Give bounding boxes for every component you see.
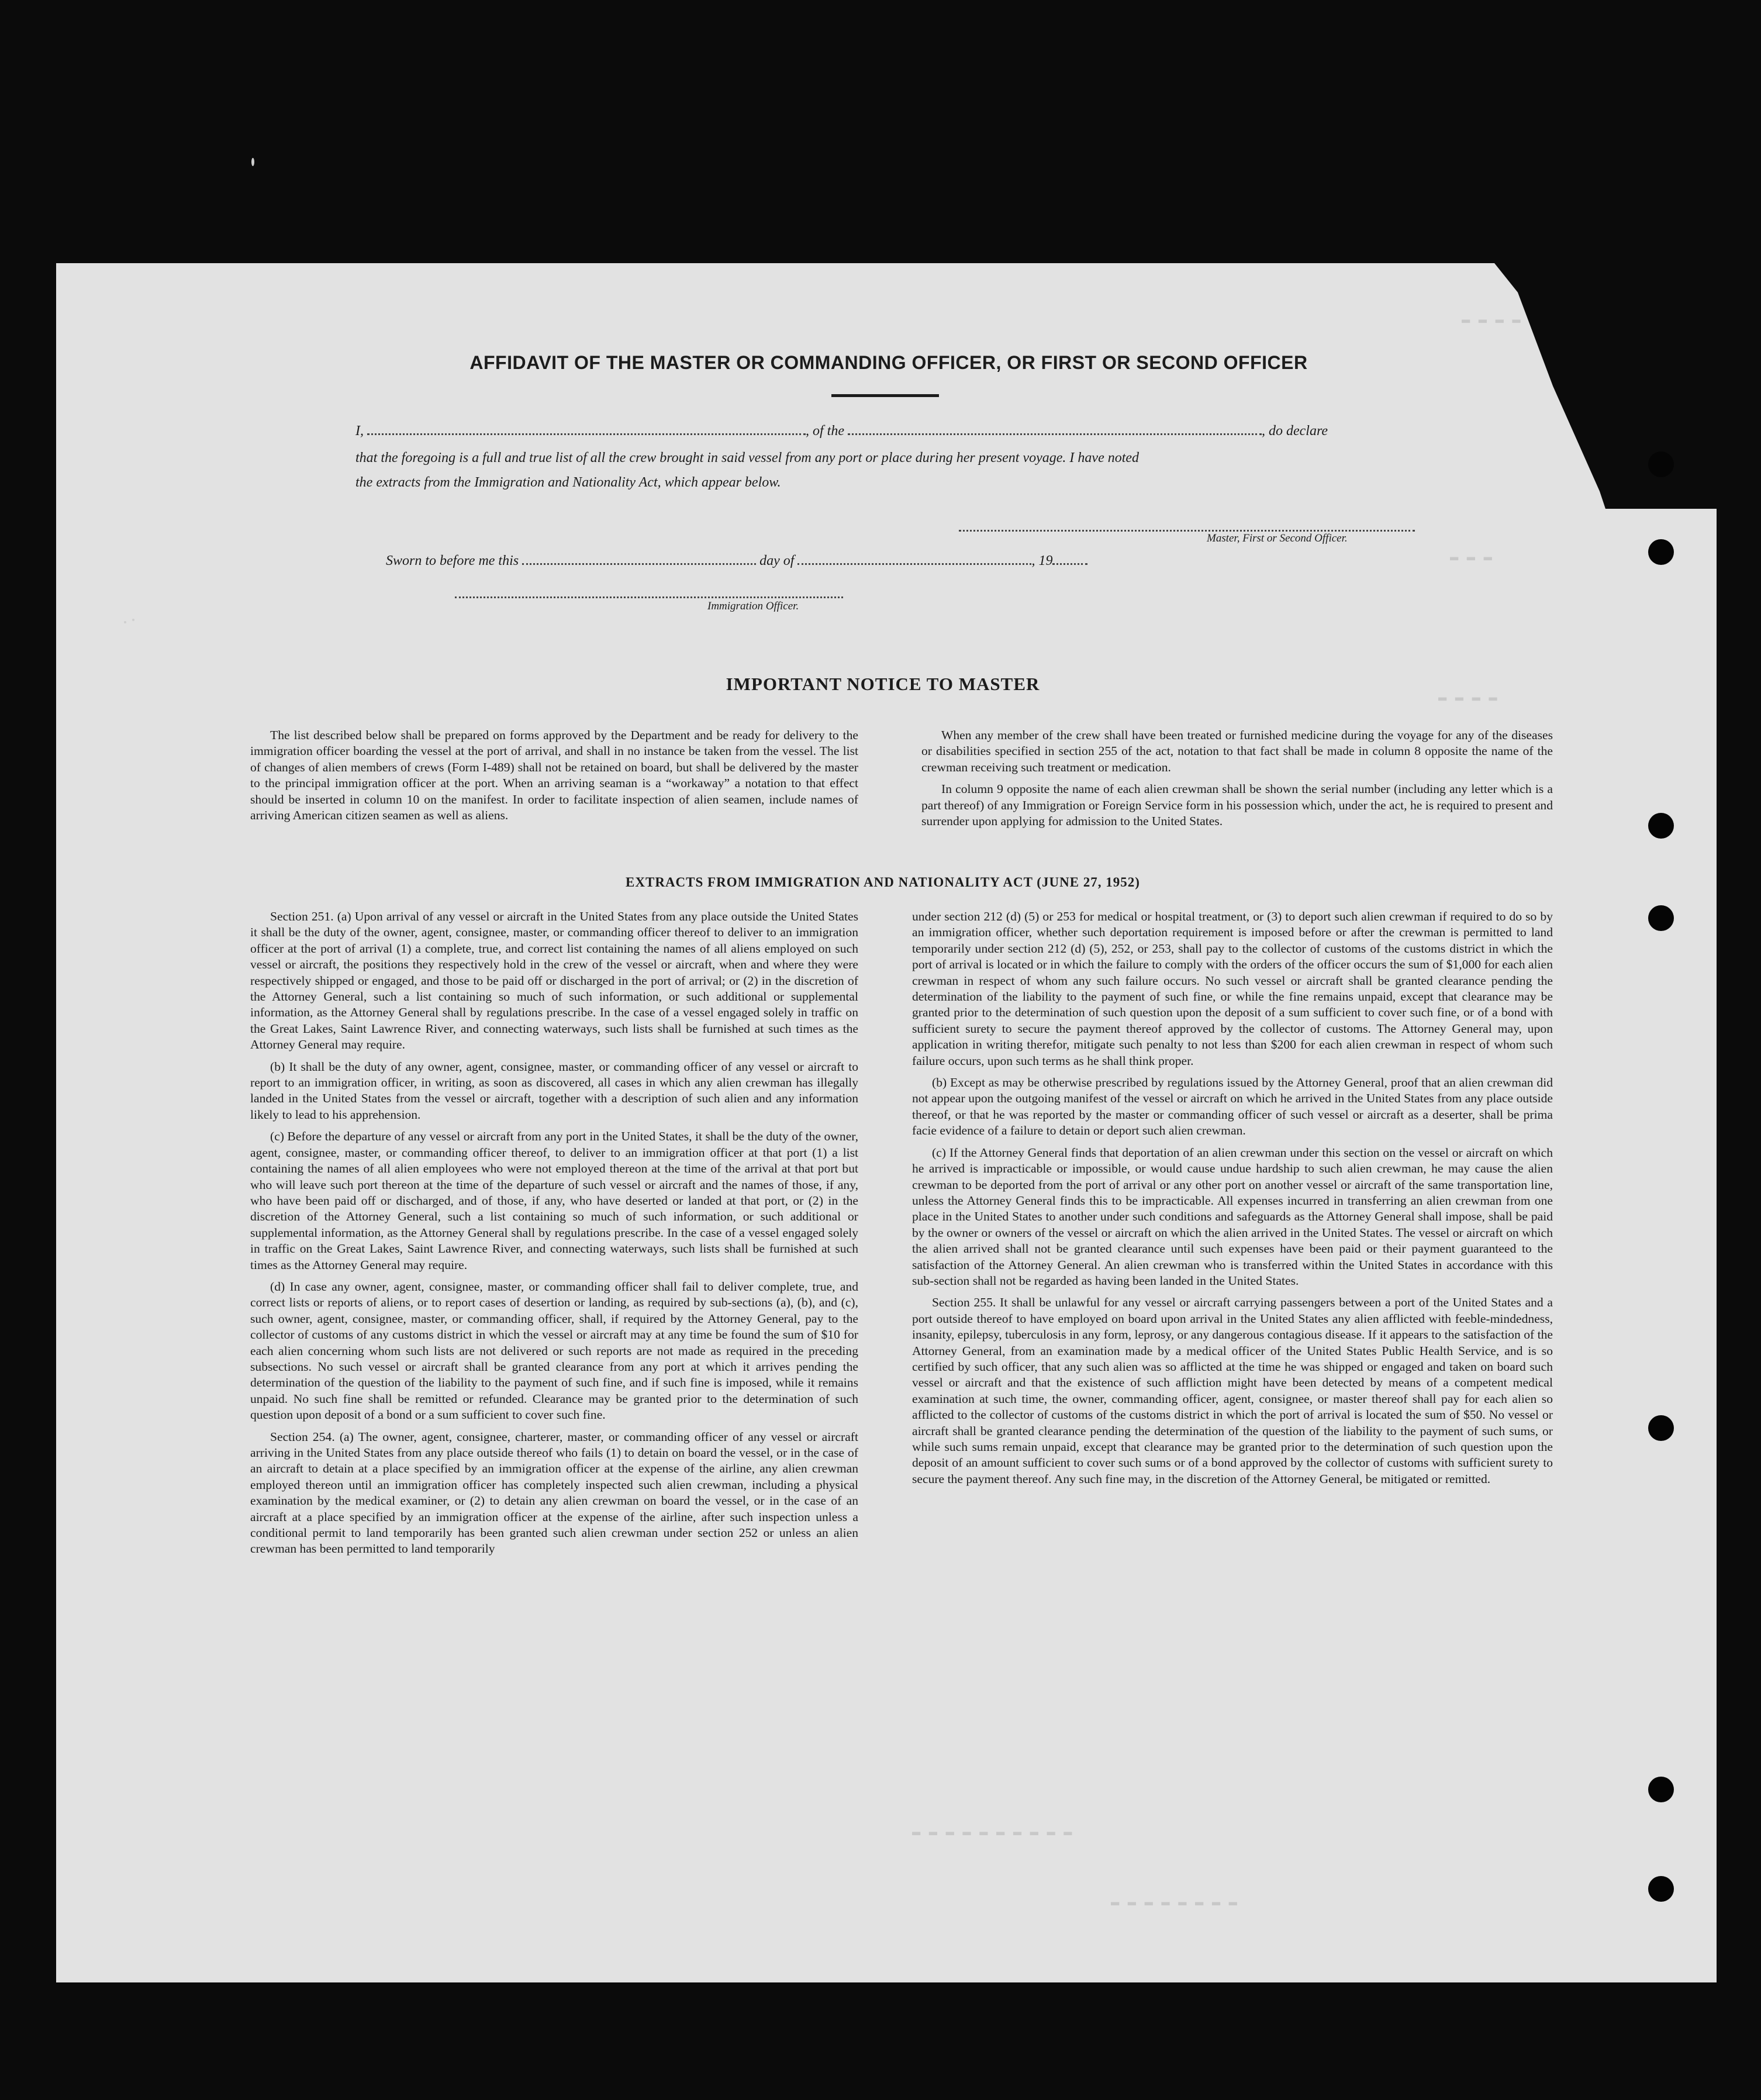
declaration-line-2: that the foregoing is a full and true list of all the crew brought in said vessel from any port or place during her present voyage. I have noted — [355, 450, 1140, 465]
punch-hole — [1648, 813, 1674, 839]
immigration-officer-signature-line[interactable] — [455, 595, 843, 598]
bleed-through-marks: ▬ ▬ ▬ ▬ ▬ ▬ ▬ ▬ — [1111, 1895, 1238, 1911]
section-paragraph: (c) Before the departure of any vessel or aircraft from any port in the United States, it shall be the duty of the owner, agent, consignee, master, or commanding officer thereof, to deliver to an immigration officer at that port (1) a list containing the names of all alien employees who were not employed thereon at the time of the arrival at that port but who will leave such port thereon at the time of the departure of such vessel or aircraft and the names of those, if any, who have been paid off or discharged, and of those, if any, who have deserted or landed at that port, or (2) in the discretion of the Attorney General, such a list containing so much of such information, or such additional or supplemental information, as the Attorney General shall by regulations prescribe. In the case of a vessel engaged solely in traffic on the Great Lakes, Saint Lawrence River, and connecting waterways, such lists shall be furnished at such times as the Attorney General may require. — [250, 1129, 858, 1272]
punch-hole — [1648, 1415, 1674, 1441]
section-paragraph: Section 254. (a) The owner, agent, consignee, charterer, master, or commanding officer of any vessel or aircraft arriving in the United States from any place outside thereof who fails (1) to detain on board the vessel, or in the case of an aircraft to detain at a place specified by an immigration officer at the expense of the airline, any alien crewman employed thereon until an immigration officer has completely inspected such alien crewman, including a physical examination by the medical examiner, or (2) to detain any alien crewman on board the vessel, or in the case of an aircraft at a place specified by an immigration officer at the expense of the airline, after such inspection unless a conditional permit to land temporarily has been granted such alien crewman under section 252 or unless an alien crewman has been permitted to land temporarily — [250, 1429, 858, 1556]
dust-speck — [132, 619, 134, 621]
bleed-through-marks: ▬ ▬ ▬ ▬ — [1438, 690, 1497, 706]
punch-hole — [1648, 451, 1674, 477]
section-paragraph: under section 212 (d) (5) or 253 for medical or hospital treatment, or (3) to deport such alien crewman if required to do so by an immigration officer, whether such deportation requirement is imposed before or after the crewman is permitted to land temporarily under section 212 (d) (5), 252, or 253, shall pay to the collector of customs of the customs district in which the port of arrival is located or in which the failure to comply with the orders of the officer occurs the sum of $1,000 for each alien crewman in respect of whom any such failure occurs. No such vessel or aircraft shall be granted clearance pending the determination of the liability to the payment of such fine, or while the fine remains unpaid, except that clearance may be granted prior to the determination of such question upon the deposit of a sum sufficient to cover such fine, or of a bond with sufficient surety to secure the payment thereof approved by the collector of customs. The Attorney General may, upon application in writing therefor, mitigate such penalty to not less than $200 for each alien crewman in respect of whom such failure occurs, upon such terms as he shall think proper. — [912, 909, 1553, 1068]
extracts-title: EXTRACTS FROM IMMIGRATION AND NATIONALITY ACT (JUNE 27, 1952) — [626, 875, 1140, 889]
sworn-year-blank[interactable] — [1052, 555, 1087, 565]
sworn-year-prefix: , 19 — [1031, 553, 1053, 568]
section-paragraph: (b) Except as may be otherwise prescribed by regulations issued by the Attorney General, proof that an alien crewman did not appear upon the outgoing manifest of the vessel or aircraft on which he arrived in the United States from any place outside thereof, or that he was reported by the master or commanding officer of such vessel or aircraft as a deserter, shall be prima facie evidence of a failure to detain or deport such alien crewman. — [912, 1075, 1553, 1138]
affidavit-title: AFFIDAVIT OF THE MASTER OR COMMANDING OFFICER, OR FIRST OR SECOND OFFICER — [469, 352, 1308, 373]
declaration-i: I, — [355, 423, 364, 439]
section-paragraph: (d) In case any owner, agent, consignee, master, or commanding officer shall fail to deliver complete, true, and correct lists or reports of aliens, or to report cases of desertion or landing, as required by sub-sections (a), (b), and (c), such owner, agent, consignee, master, or commanding officer, shall, if required by the Attorney General, pay to the collector of customs of any customs district in which the vessel or aircraft may at any time be found the sum of $10 for each alien concerning whom such lists are not delivered or such reports are not made as required in the preceding subsections. No such vessel or aircraft shall be granted clearance from any port at which it arrives pending the determination of the question of the liability to the payment of such fine, and if such fine is imposed, while it remains unpaid. No such fine shall be remitted or refunded. Clearance may be granted prior to the determination of such question upon deposit of a bond or a sum sufficient to cover such fine. — [250, 1279, 858, 1422]
sworn-text: Sworn to before me this — [386, 553, 519, 568]
dust-speck — [124, 621, 126, 623]
declaration-line-1 — [355, 419, 1420, 443]
immigration-officer-caption: Immigration Officer. — [707, 600, 799, 612]
vessel-blank[interactable] — [848, 425, 1262, 435]
extracts-left-column — [250, 909, 858, 1563]
notice-title: IMPORTANT NOTICE TO MASTER — [726, 674, 1040, 694]
sworn-date-blank[interactable] — [522, 555, 756, 565]
declaration-do-declare: , do declare — [1262, 423, 1328, 439]
bleed-through-marks: ▬ ▬ ▬ — [1450, 550, 1493, 565]
master-signature-line[interactable] — [959, 529, 1415, 532]
sworn-day-of: day of — [759, 553, 795, 568]
section-paragraph: (b) It shall be the duty of any owner, agent, consignee, master, or commanding officer of any vessel or aircraft to report to an immigration officer, in writing, as soon as discovered, all cases in which any alien crewman has illegally landed in the United States from the vessel or aircraft, together with a description of such alien and any information likely to lead to his apprehension. — [250, 1059, 858, 1122]
notice-paragraph: In column 9 opposite the name of each alien crewman shall be shown the serial number (including any letter which is a part thereof) of any Immigration or Foreign Service form in his possession which, under the act, he is required to present and surrender upon applying for admission to the United States. — [921, 782, 1553, 829]
sworn-month-blank[interactable] — [797, 555, 1031, 565]
section-paragraph: (c) If the Attorney General finds that deportation of an alien crewman under this section on the vessel or aircraft on which he arrived is impracticable or impossible, or would cause undue hardship to such alien crewman, he may cause the alien crewman to be deported from the port of arrival or any other port on another vessel or aircraft of the same transportation line, unless the Attorney General finds this to be impracticable. All expenses incurred in transferring an alien crewman from one place in the United States to another under such conditions and safeguards as the Attorney General shall impose, shall be paid by the owner or owners of the vessel or aircraft on which the alien arrived in the United States. The vessel or aircraft on which the alien arrived shall not be granted clearance until such expenses have been paid or their payment guaranteed to the satisfaction of the Attorney General. An alien crewman who is transferred within the United States in accordance with this sub-section shall not be regarded as having been landed in the United States. — [912, 1145, 1553, 1288]
bleed-through-marks: ▬ ▬ ▬ ▬ — [1462, 312, 1521, 328]
notice-left-column — [250, 727, 858, 829]
dust-speck — [251, 158, 254, 166]
extracts-right-column — [912, 909, 1553, 1493]
document-page-edge — [1605, 509, 1717, 1982]
punch-hole — [1648, 1777, 1674, 1802]
notice-right-column — [921, 727, 1553, 835]
declaration-of-the: , of the — [806, 423, 844, 439]
punch-hole — [1648, 1876, 1674, 1902]
master-caption: Master, First or Second Officer. — [1207, 532, 1348, 544]
title-rule — [831, 394, 939, 397]
section-paragraph: Section 251. (a) Upon arrival of any vessel or aircraft in the United States from any place outside the United States it shall be the duty of the owner, agent, consignee, master, or commanding officer thereof to deliver to an immigration officer at the port of arrival (1) a complete, true, and correct list containing the names of all aliens employed on such vessel or aircraft, the positions they respectively hold in the crew of the vessel or aircraft, when and where they were respectively shipped or engaged, and those to be paid off or discharged in the port of arrival; or (2) in the discretion of the Attorney General, such a list containing so much of such information, or such additional or supplemental information, as the Attorney General shall by regulations prescribe. In the case of a vessel engaged solely in traffic on the Great Lakes, Saint Lawrence River, and connecting waterways, such lists shall be furnished at such times as the Attorney General may require. — [250, 909, 858, 1052]
notice-paragraph: When any member of the crew shall have been treated or furnished medicine during the voyage for any of the diseases or disabilities specified in section 255 of the act, notation to that fact shall be made in column 8 opposite the name of the crewman receiving such treatment or medication. — [921, 728, 1553, 774]
sworn-line — [386, 549, 1450, 573]
bleed-through-marks: ▬ ▬ ▬ ▬ ▬ ▬ ▬ ▬ ▬ ▬ — [912, 1825, 1072, 1840]
name-blank[interactable] — [367, 425, 806, 435]
notice-paragraph: The list described below shall be prepared on forms approved by the Department and be ready for delivery to the immigration officer boarding the vessel at the port of arrival, and shall in no instance be taken from the vessel. The list of changes of alien members of crews (Form I-489) shall not be retained on board, but shall be delivered by the master to the principal immigration officer at the port. When an arriving seaman is a “workaway” a notation to that effect should be inserted in column 10 on the manifest. In order to facilitate inspection of alien seamen, include names of arriving American citizen seamen as well as aliens. — [250, 728, 858, 823]
section-paragraph: Section 255. It shall be unlawful for any vessel or aircraft carrying passengers between a port of the United States and a port outside thereof to have employed on board upon arrival in the United States any alien afflicted with feeble-mindedness, insanity, epilepsy, tuberculosis in any form, leprosy, or any dangerous contagious disease. If it appears to the satisfaction of the Attorney General, from an examination made by a medical officer of the United States Public Health Service, and is so certified by such officer, that any such alien was so afflicted at the time he was shipped or engaged and taken on board such vessel or aircraft and that the existence of such affliction might have been detected by means of a competent medical examination at such time, the owner, commanding officer, agent, consignee, or master thereof shall pay for each alien so afflicted to the collector of customs of the customs district in which the port of arrival is located the sum of $50. No vessel or aircraft shall be granted clearance pending the determination of the question of the liability to the payment of such sums, or while such sums remain unpaid, except that clearance may be granted prior to the determination of such question upon the deposit of an amount sufficient to cover such sums or of a bond approved by the collector of customs with sufficient surety to secure the payment thereof. Any such fine may, in the discretion of the Attorney General, be mitigated or remitted. — [912, 1295, 1553, 1486]
punch-hole — [1648, 905, 1674, 931]
declaration-line-3: the extracts from the Immigration and Nationality Act, which appear below. — [355, 475, 781, 490]
punch-hole — [1648, 539, 1674, 565]
